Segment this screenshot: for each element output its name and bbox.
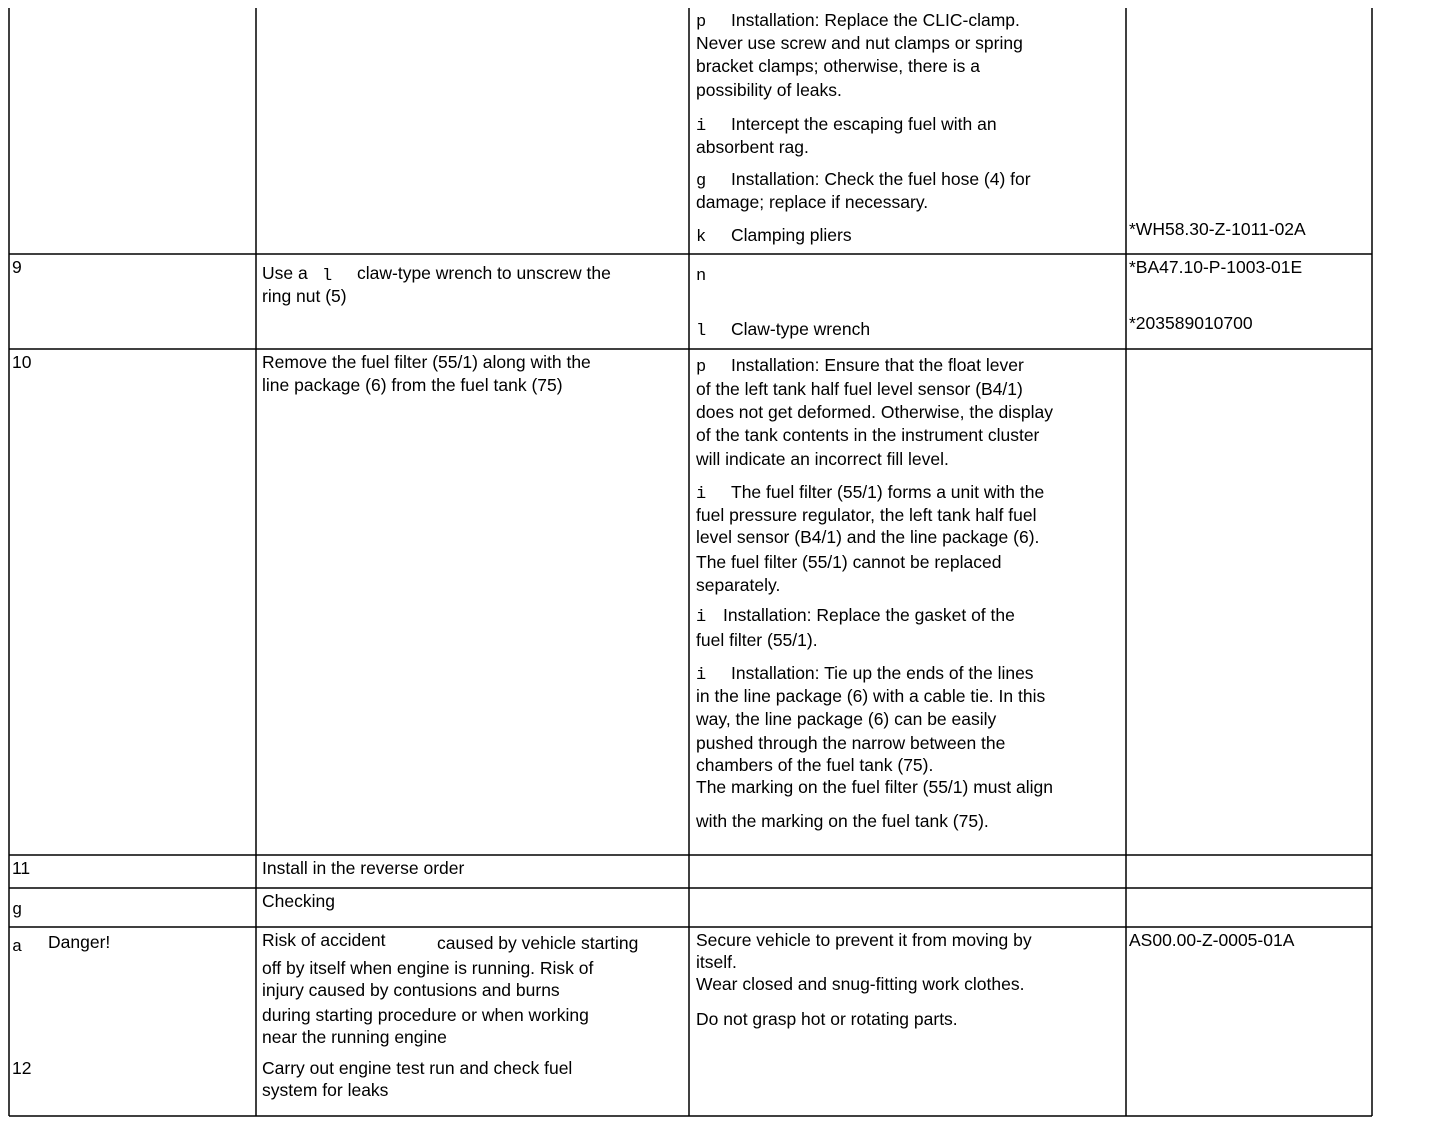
symbol-g: g [12, 901, 23, 920]
symbol-l: l [322, 267, 333, 286]
symbol-i: i [696, 117, 707, 136]
action-text: Use a [262, 263, 308, 283]
section-heading: Checking [262, 891, 335, 911]
symbol-g: g [696, 172, 707, 191]
symbol-i: i [696, 666, 707, 685]
step-number: 11 [12, 858, 31, 878]
danger-label: Danger! [48, 932, 111, 952]
risk-text: injury caused by contusions and burns [262, 980, 560, 1000]
note-text: absorbent rag. [696, 137, 809, 157]
note-text: Claw-type wrench [731, 319, 871, 339]
note-text: separately. [696, 575, 781, 595]
reference-link[interactable]: *WH58.30-Z-1011-02A [1129, 219, 1306, 239]
reference-link[interactable]: *203589010700 [1129, 313, 1253, 333]
note-text: Never use screw and nut clamps or spring [696, 33, 1023, 53]
note-text: chambers of the fuel tank (75). [696, 755, 934, 775]
note-text: level sensor (B4/1) and the line package (6). [696, 527, 1040, 547]
reference-link[interactable]: AS00.00-Z-0005-01A [1129, 930, 1295, 950]
note-text: does not get deformed. Otherwise, the display [696, 402, 1054, 422]
note-text: bracket clamps; otherwise, there is a [696, 56, 981, 76]
note-text: damage; replace if necessary. [696, 192, 929, 212]
measure-text: Secure vehicle to prevent it from moving by [696, 930, 1032, 950]
risk-text: caused by vehicle starting [437, 933, 639, 953]
action-text: Carry out engine test run and check fuel [262, 1058, 573, 1078]
step-number: 12 [12, 1058, 32, 1078]
note-text: The fuel filter (55/1) forms a unit with the [731, 482, 1045, 502]
note-text: Installation: Ensure that the float lever [731, 355, 1024, 375]
note-text: pushed through the narrow between the [696, 733, 1006, 753]
note-text: Installation: Replace the CLIC-clamp. [731, 10, 1020, 30]
symbol-n: n [696, 267, 707, 286]
measure-text: Do not grasp hot or rotating parts. [696, 1009, 958, 1029]
risk-text: Risk of accident [262, 930, 386, 950]
note-text: The fuel filter (55/1) cannot be replaced [696, 552, 1002, 572]
risk-text: off by itself when engine is running. Risk of [262, 958, 594, 978]
symbol-p: p [696, 13, 707, 32]
symbol-i: i [696, 608, 707, 627]
action-text: system for leaks [262, 1080, 389, 1100]
note-text: Intercept the escaping fuel with an [731, 114, 997, 134]
measure-text: itself. [696, 952, 737, 972]
note-text: way, the line package (6) can be easily [696, 709, 997, 729]
action-text: line package (6) from the fuel tank (75) [262, 375, 563, 395]
note-text: in the line package (6) with a cable tie. In this [696, 686, 1046, 706]
symbol-k: k [696, 228, 707, 247]
note-text: will indicate an incorrect fill level. [696, 449, 949, 469]
note-text: Installation: Tie up the ends of the lines [731, 663, 1034, 683]
note-text: Clamping pliers [731, 225, 852, 245]
note-text: fuel filter (55/1). [696, 630, 818, 650]
note-text: fuel pressure regulator, the left tank half fuel [696, 505, 1037, 525]
note-text: with the marking on the fuel tank (75). [696, 811, 989, 831]
symbol-a: a [12, 938, 23, 957]
step-number: 9 [12, 257, 22, 277]
action-text: Install in the reverse order [262, 858, 465, 878]
measure-text: Wear closed and snug-fitting work clothes. [696, 974, 1025, 994]
action-text: ring nut (5) [262, 286, 347, 306]
symbol-l: l [696, 322, 707, 341]
note-text: Installation: Check the fuel hose (4) for [731, 169, 1031, 189]
note-text: possibility of leaks. [696, 80, 842, 100]
action-text: claw-type wrench to unscrew the [357, 263, 611, 283]
note-text: Installation: Replace the gasket of the [723, 605, 1015, 625]
risk-text: near the running engine [262, 1027, 447, 1047]
step-number: 10 [12, 352, 32, 372]
note-text: of the tank contents in the instrument cluster [696, 425, 1040, 445]
note-text: of the left tank half fuel level sensor (B4/1) [696, 379, 1023, 399]
symbol-i: i [696, 485, 707, 504]
symbol-p: p [696, 358, 707, 377]
action-text: Remove the fuel filter (55/1) along with the [262, 352, 591, 372]
note-text: The marking on the fuel filter (55/1) must align [696, 777, 1053, 797]
risk-text: during starting procedure or when working [262, 1005, 589, 1025]
reference-link[interactable]: *BA47.10-P-1003-01E [1129, 257, 1303, 277]
